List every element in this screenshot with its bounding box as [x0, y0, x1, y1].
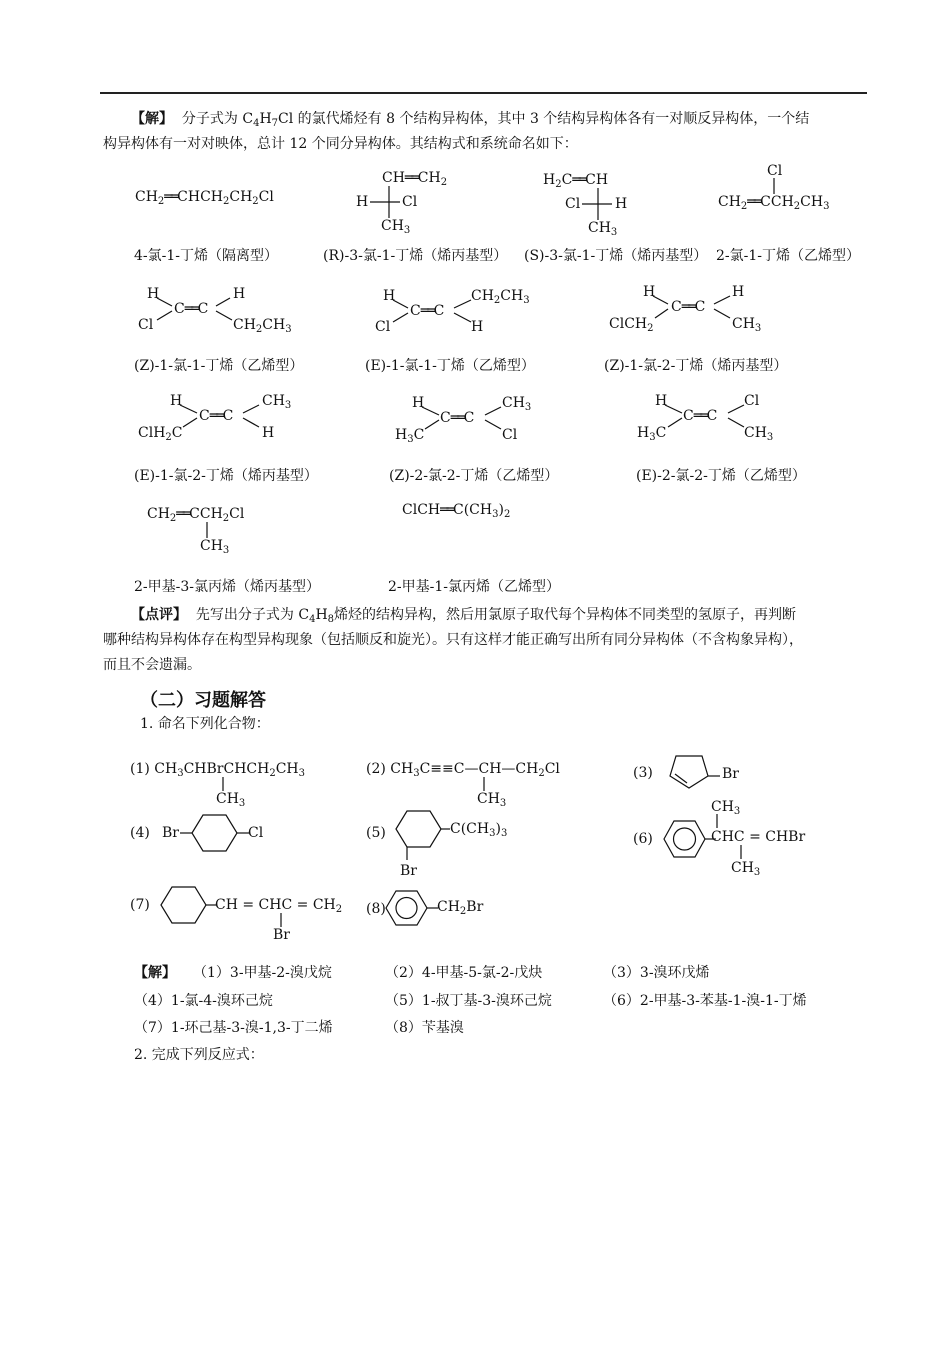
- solution-intro: 【解】 分子式为 $C_4H_7Cl$ 的氯代烯烃有 8 个结构异构体，其中 3 个结构异构体各有一对顺反异构体，一个结 构异构体有一对对映体，总计 12 个同分异构体。其结构式和系统命名如下：: [103, 111, 810, 152]
- answer-item: （1）3-甲基-2-溴戊烷: [193, 965, 332, 981]
- isomer-name: (E)-2-氯-2-丁烯（乙烯型）: [636, 468, 806, 484]
- isomer-name: 4-氯-1-丁烯（隔离型）: [134, 248, 279, 264]
- answer-item: （4）1-氯-4-溴环己烷: [134, 993, 273, 1009]
- isomer-name: 2-甲基-3-氯丙烯（烯丙基型）: [134, 579, 321, 595]
- structure-12: $ClCH══C(CH_3)_2$: [402, 502, 511, 520]
- isomer-name: (Z)-1-氯-2-丁烯（烯丙基型）: [604, 358, 788, 374]
- answer-item: （6）2-甲基-3-苯基-1-溴-1-丁烯: [603, 993, 807, 1009]
- isomer-name: 2-氯-1-丁烯（乙烯型）: [716, 248, 861, 264]
- structure-1: $CH_2══CHCH_2CH_2Cl$: [135, 189, 274, 207]
- isomer-name: (R)-3-氯-1-丁烯（烯丙基型）: [323, 248, 508, 264]
- header-rule: [100, 92, 867, 94]
- answer-item: （3）3-溴环戊烯: [603, 965, 710, 981]
- question-1-title: 1. 命名下列化合物：: [140, 716, 270, 732]
- isomer-name: (S)-3-氯-1-丁烯（烯丙基型）: [524, 248, 708, 264]
- answer-item: （2）4-甲基-5-氯-2-戊炔: [385, 965, 543, 981]
- comment-paragraph: 【点评】 先写出分子式为 $C_4H_8$烯烃的结构异构，然后用氯原子取代每个异构体不同类型的氢原子，再判断 哪种结构异构体存在构型异构现象（包括顺反和旋光）。只有这样才能正确写出所有同分异构体（不含构象异构）， 而且不会遗漏。: [103, 607, 803, 673]
- section-title: （二）习题解答: [140, 690, 266, 711]
- answer-item: （5）1-叔丁基-3-溴环己烷: [385, 993, 552, 1009]
- answers-label: 【解】: [134, 965, 176, 981]
- isomer-name: 2-甲基-1-氯丙烯（乙烯型）: [388, 579, 561, 595]
- isomer-name: (E)-1-氯-2-丁烯（烯丙基型）: [134, 468, 318, 484]
- isomer-name: (E)-1-氯-1-丁烯（乙烯型）: [365, 358, 535, 374]
- isomer-name: (Z)-2-氯-2-丁烯（乙烯型）: [389, 468, 559, 484]
- answer-item: （8）苄基溴: [385, 1020, 464, 1036]
- isomer-name: (Z)-1-氯-1-丁烯（乙烯型）: [134, 358, 304, 374]
- question-2-title: 2. 完成下列反应式：: [134, 1047, 264, 1063]
- answer-item: （7）1-环己基-3-溴-1,3-丁二烯: [134, 1020, 333, 1036]
